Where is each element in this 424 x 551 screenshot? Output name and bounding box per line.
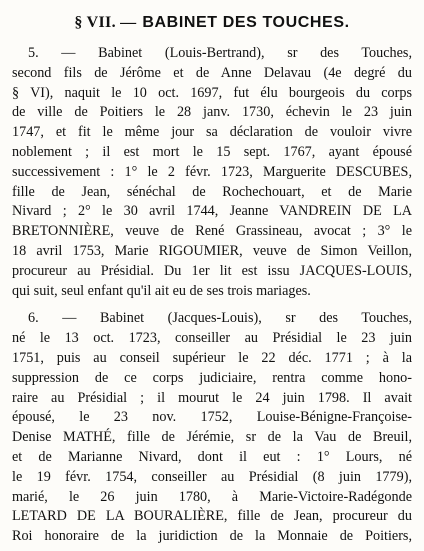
- text-line: le 19 févr. 1754, conseiller au Présidial (8 juin 1779),: [12, 468, 412, 485]
- entry-5: [12, 44, 412, 301]
- text-line: § VI), naquit le 10 oct. 1697, fut élu bourgeois du corps: [12, 84, 412, 101]
- text-line: qui suit, seul enfant qu'il ait eu de ses trois mariages.: [12, 282, 311, 299]
- text-line: de ville de Poitiers le 28 janv. 1730, échevin le 23 juin: [12, 104, 412, 121]
- entry-6: [12, 309, 412, 547]
- text-line: fille de Jean, sénéchal de Rochechouart, et de Marie: [12, 183, 412, 200]
- text-line: second fils de Jérôme et de Anne Delavau (4e degré du: [12, 64, 412, 81]
- text-line: 18 avril 1753, Marie RIGOUMIER, veuve de Simon Veillon,: [12, 242, 412, 259]
- text-line: BRETONNIÈRE, veuve de René Grassineau, avocat ; 3° le: [12, 223, 412, 240]
- text-line: et de Marianne Nivard, dont il eut : 1° Lours, né: [12, 448, 412, 465]
- text-line: marié, le 26 juin 1780, à Marie-Victoire-Radégonde: [12, 488, 412, 505]
- text-line: raire au Présidial ; il mourut le 24 juin 1798. Il avait: [12, 389, 412, 406]
- text-line: 1751, puis au conseil supérieur le 22 déc. 1771 ; à la: [12, 349, 412, 366]
- text-line: né le 13 oct. 1723, conseiller au Présidial le 23 juin: [12, 330, 412, 347]
- text-line: successivement : 1° le 2 févr. 1723, Marguerite DESCUBES,: [12, 163, 412, 180]
- text-line: LETARD DE LA BOURALIÈRE, fille de Jean, procureur du: [12, 508, 412, 525]
- text-line: procureur au Présidial. Du 1er lit est issu JACQUES-LOUIS,: [12, 262, 412, 279]
- text-line: noblement ; il est mort le 15 sept. 1767, ayant épousé: [12, 143, 412, 160]
- section-heading: [12, 12, 412, 32]
- section-number: § VII. —: [74, 14, 137, 31]
- text-line: Roi honoraire de la juridiction de la Monnaie de Poitiers,: [12, 528, 412, 545]
- family-name: BABINET DES TOUCHES.: [142, 14, 350, 31]
- text-line: Denise MATHÉ, fille de Jérémie, sr de la Vau de Breuil,: [12, 429, 412, 446]
- text-line: 5. — Babinet (Louis-Bertrand), sr des Touches,: [28, 45, 412, 61]
- text-line: 6. — Babinet (Jacques-Louis), sr des Touches,: [28, 310, 412, 327]
- text-line: Nivard ; 2° le 30 avril 1744, Jeanne VANDREIN DE LA: [12, 203, 412, 220]
- text-line: 1747, et fit le même jour sa déclaration de vouloir vivre: [12, 124, 412, 141]
- text-line: épousé, le 23 nov. 1752, Louise-Bénigne-Françoise-: [12, 409, 412, 426]
- text-line: suppression de ce corps judiciaire, rentra comme hono-: [12, 369, 412, 386]
